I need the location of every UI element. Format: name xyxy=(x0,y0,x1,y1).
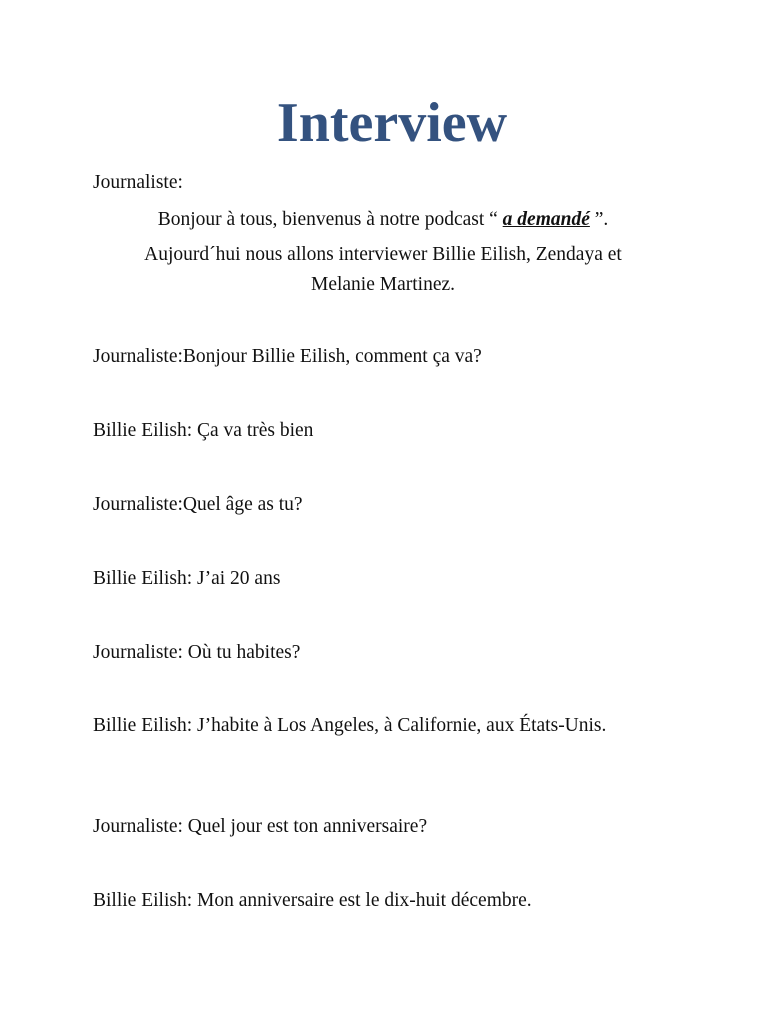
intro-line-3: Melanie Martinez. xyxy=(310,274,456,295)
dialogue-line: Billie Eilish: J’habite à Los Angeles, à Californie, aux États-Unis. xyxy=(93,715,607,736)
intro-greeting-after: ”. xyxy=(589,209,609,230)
intro-greeting xyxy=(93,208,673,232)
dialogue-line: Journaliste:Bonjour Billie Eilish, comment ça va? xyxy=(93,346,482,367)
dialogue-line: Billie Eilish: Ça va très bien xyxy=(93,420,314,441)
intro-greeting-before: Bonjour à tous, bienvenus à notre podcast “ xyxy=(157,209,503,230)
intro-speaker: Journaliste: xyxy=(93,172,183,193)
dialogue-line: Journaliste: Où tu habites? xyxy=(93,642,301,663)
intro-line-2: Aujourd´hui nous allons interviewer Billie Eilish, Zendaya et xyxy=(144,244,622,265)
page-title: Interview xyxy=(276,92,508,154)
podcast-name: a demandé xyxy=(502,209,590,230)
dialogue-line: Billie Eilish: J’ai 20 ans xyxy=(93,568,281,589)
dialogue-line: Billie Eilish: Mon anniversaire est le dix-huit décembre. xyxy=(93,890,532,911)
dialogue-line: Journaliste:Quel âge as tu? xyxy=(93,494,303,515)
dialogue-line: Journaliste: Quel jour est ton anniversaire? xyxy=(93,816,428,837)
